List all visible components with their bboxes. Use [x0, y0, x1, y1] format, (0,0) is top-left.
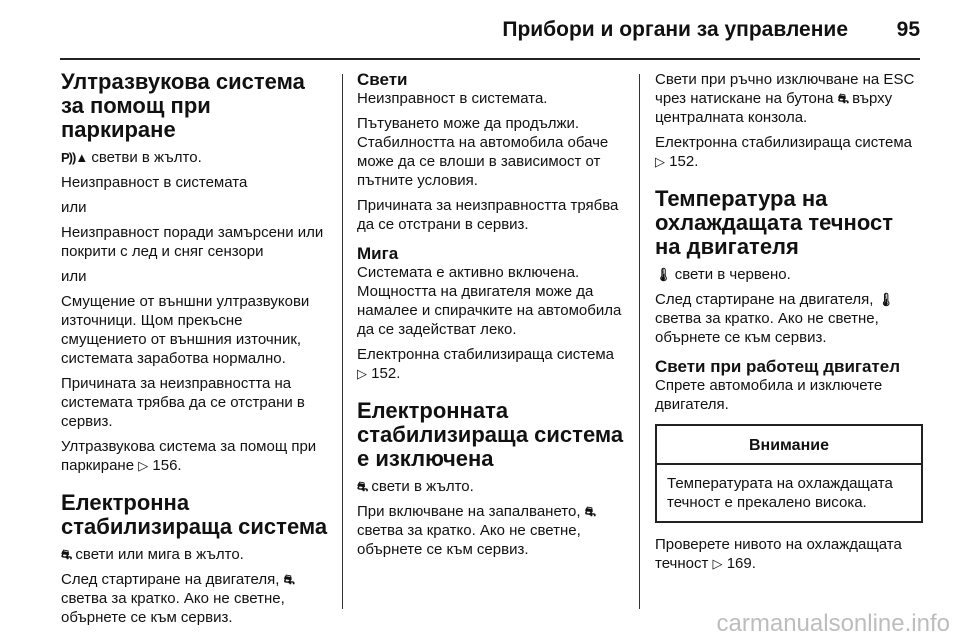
page-reference[interactable]: 152.	[669, 153, 699, 170]
coolant-temperature-icon: 🌡	[877, 292, 894, 307]
heading-esc-off: Електронната стабилизираща система е изключена	[357, 398, 624, 471]
paragraph: или	[61, 268, 87, 285]
header-title: Прибори и органи за управление	[502, 18, 848, 41]
watermark: carmanualsonline.info	[716, 610, 950, 637]
heading-parking-assist: Ултразвукова система за помощ при паркиране	[61, 69, 305, 142]
column-2	[357, 70, 625, 565]
page-header	[0, 0, 960, 58]
esc-warning-icon: ⛐	[61, 547, 72, 562]
page-reference[interactable]: 169.	[726, 555, 756, 572]
page-number: 95	[896, 18, 920, 41]
paragraph: Проверете нивото на охлаждащата течност ▷ 169.	[655, 536, 902, 572]
paragraph: Електронна стабилизираща система ▷ 152.	[655, 134, 912, 170]
column-divider	[639, 74, 640, 609]
esc-off-icon: ⛐	[357, 479, 368, 494]
paragraph: Свети при ръчно изключване на ESC чрез натискане на бутона ⛐ върху централната конзола.	[655, 71, 915, 126]
coolant-temperature-icon: 🌡	[655, 267, 671, 282]
paragraph: След стартиране на двигателя, ⛐ светва за кратко. Ако не светне, обърнете се към сервиз.	[61, 571, 294, 626]
paragraph: 🌡 свети в червено.	[655, 266, 791, 283]
paragraph: Неизправност в системата.	[357, 90, 548, 107]
paragraph: Системата е активно включена. Мощността на двигателя може да намалее и спирачките на автомобила да се задействат леко.	[357, 264, 622, 338]
paragraph: При включване на запалването, ⛐ светва за кратко. Ако не светне, обърнете се към сервиз.	[357, 503, 595, 558]
page-reference-icon: ▷	[712, 556, 723, 571]
column-1	[61, 70, 329, 633]
page-reference-icon: ▷	[138, 458, 149, 473]
page-reference[interactable]: 152.	[371, 365, 401, 382]
esc-off-icon: ⛐	[584, 504, 595, 519]
caution-box	[655, 424, 923, 523]
parking-assist-icon: P))▲	[61, 150, 88, 165]
page-reference[interactable]: 156.	[152, 457, 182, 474]
paragraph: Неизправност поради замърсени или покрити с лед и сняг сензори	[61, 224, 324, 260]
page-reference-icon: ▷	[655, 154, 665, 169]
paragraph: Ултразвукова система за помощ при паркиране ▷ 156.	[61, 438, 317, 474]
page-reference-icon: ▷	[357, 366, 367, 381]
paragraph: ⛐ свети в жълто.	[357, 478, 474, 495]
caution-text: Температурата на охлаждащата течност е прекалено висока.	[667, 475, 893, 511]
heading-coolant-temperature: Температура на охлаждащата течност на двигателя	[655, 186, 894, 259]
paragraph: Неизправност в системата	[61, 174, 248, 191]
column-divider	[342, 74, 343, 609]
paragraph: След стартиране на двигателя, 🌡 светва за кратко. Ако не светне, обърнете се към сервиз.	[655, 291, 894, 346]
paragraph: P))▲ светви в жълто.	[61, 149, 202, 166]
heading-engine-running: Свети при работещ двигател	[655, 357, 901, 376]
heading-lights: Свети	[357, 70, 408, 89]
esc-off-icon: ⛐	[837, 91, 848, 106]
paragraph: Спрете автомобила и изключете двигателя.	[655, 377, 883, 413]
paragraph: или	[61, 199, 87, 216]
paragraph: Смущение от външни ултразвукови източници. Щом прекъсне смущението от външния източник, системата заработва нормално.	[61, 293, 310, 367]
paragraph: ⛐ свети или мига в жълто.	[61, 546, 244, 563]
paragraph: Причината за неизправността трябва да се отстрани в сервиз.	[357, 197, 619, 233]
heading-esc: Електронна стабилизираща система	[61, 490, 328, 539]
paragraph: Пътуването може да продължи. Стабилността на автомобила обаче може да се влоши в зависимост от пътните условия.	[357, 115, 609, 189]
paragraph: Причината за неизправността на системата трябва да се отстрани в сервиз.	[61, 375, 305, 430]
heading-flashes: Мига	[357, 244, 399, 263]
column-3	[655, 70, 923, 579]
header-divider	[60, 58, 920, 60]
esc-warning-icon: ⛐	[283, 572, 294, 587]
paragraph: Електронна стабилизираща система ▷ 152.	[357, 346, 614, 382]
caution-title: Внимание	[657, 426, 921, 465]
